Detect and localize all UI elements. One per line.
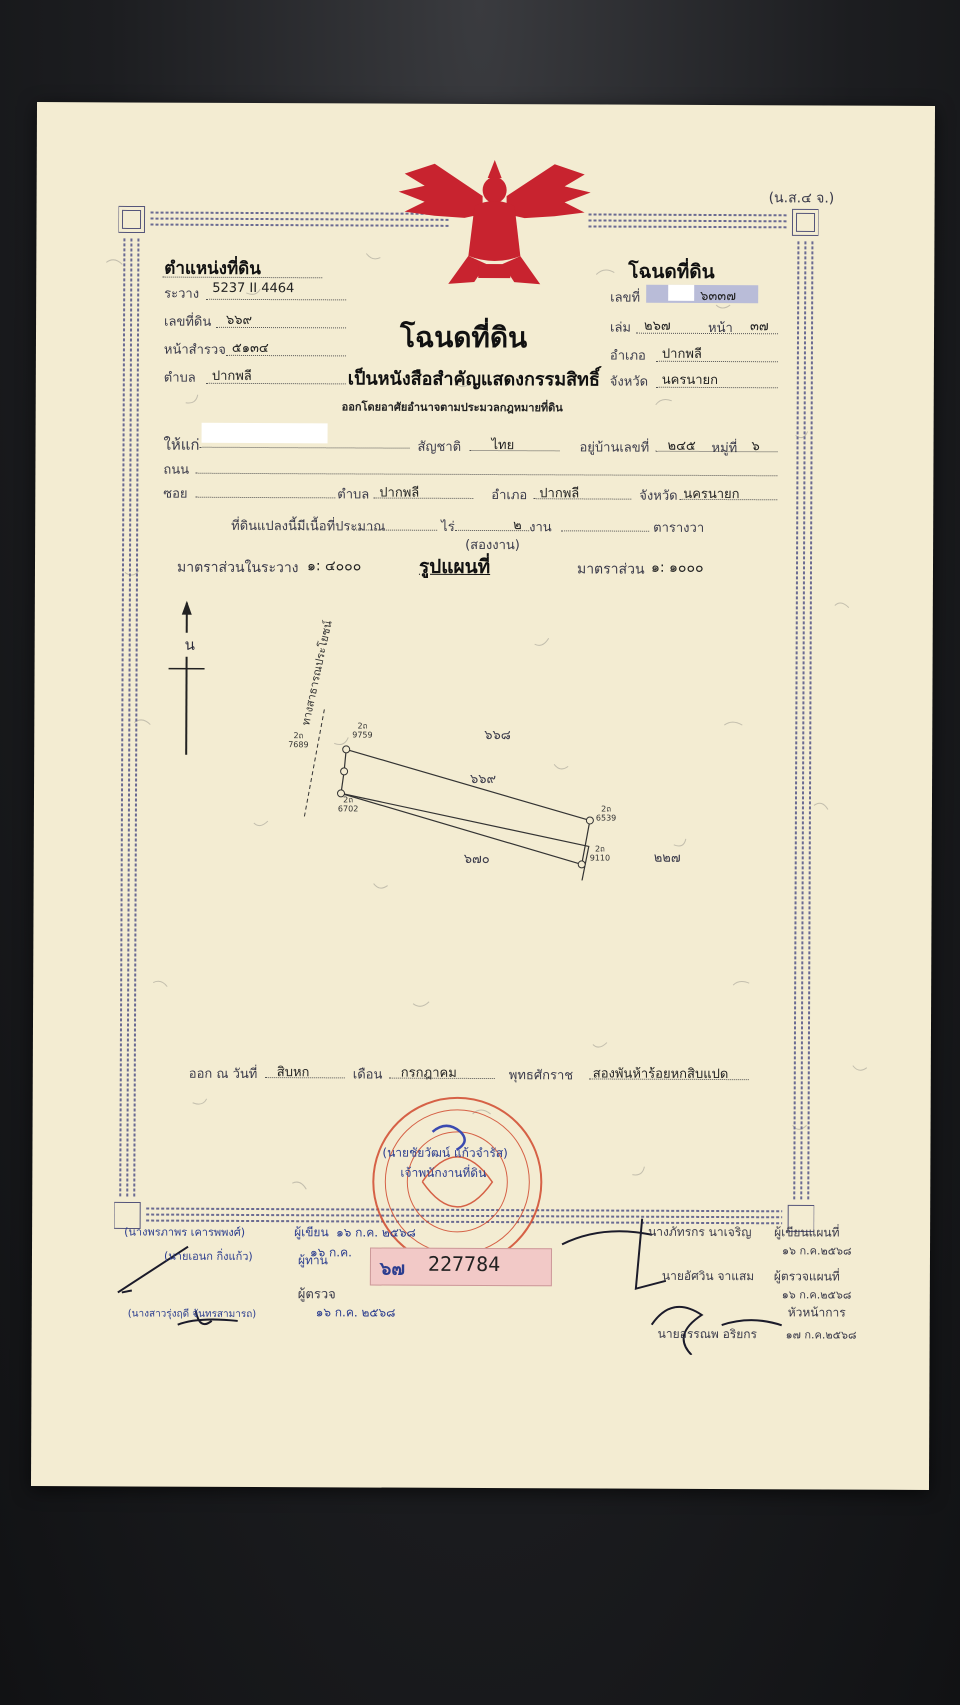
given-to-label: ให้แก่	[163, 435, 200, 454]
marker-7689: 2ถ 7689	[288, 731, 309, 750]
north-arrow-icon	[166, 599, 207, 759]
tambon-label: ตำบล	[163, 370, 196, 386]
issue-year: สองพันห้าร้อยหกสิบแปด	[592, 1066, 729, 1083]
official-name: (นายชัยวัฒน์ แก้วจำรัส)	[382, 1145, 508, 1161]
parcel-670-label: ๖๗๐	[463, 851, 490, 868]
map-checker-name: นายอัศวิน จาแสม	[661, 1268, 755, 1284]
issue-month-label: เดือน	[352, 1067, 383, 1083]
map-writer-name: นางภัทรกร นาเจริญ	[648, 1224, 752, 1240]
location-title: ตำแหน่งที่ดิน	[164, 258, 261, 280]
owner-tambon-value: ปากพลี	[379, 485, 420, 501]
rai-label: ไร่	[441, 519, 455, 535]
moo-label: หมู่ที่	[711, 440, 738, 457]
marker-9110: 2ถ 9110	[589, 844, 611, 863]
map-checker-date: ๑๖ ก.ค.๒๕๖๘	[781, 1288, 852, 1302]
parcel-668-label: ๖๖๘	[484, 728, 511, 744]
wa-label: ตารางวา	[653, 520, 705, 536]
map-checker-role: ผู้ตรวจแผนที่	[773, 1269, 840, 1284]
scale-rawang-value: ๑: ๔๐๐๐	[306, 558, 362, 575]
deed-number-label: เลขที่	[610, 290, 641, 306]
deed-main-title: โฉนดที่ดิน	[399, 320, 528, 355]
owner-name-redacted	[202, 423, 328, 444]
amphoe-label: อำเภอ	[609, 348, 646, 364]
scale-rawang-label: มาตราส่วนในระวาง	[176, 559, 299, 577]
deed-number-value: ๖๓๓๗	[700, 288, 737, 305]
title-deed-document	[31, 102, 935, 1490]
rawang-value: 5237 II 4464	[212, 280, 295, 297]
chief-date: ๑๗ ก.ค.๒๕๖๘	[785, 1328, 857, 1342]
survey-page-label: หน้าสำรวจ	[163, 342, 226, 358]
verify-label: ผู้ตรวจ	[297, 1287, 336, 1303]
marker-9759: 2ถ 9759	[352, 721, 373, 740]
house-no-label: อยู่บ้านเลขที่	[579, 440, 650, 456]
owner-amphoe-value: ปากพลี	[539, 486, 580, 502]
owner-province-label: จังหวัด	[639, 488, 678, 504]
checker-date: ๑๖ ก.ค.	[309, 1245, 353, 1260]
owner-province-value: นครนายก	[683, 486, 740, 503]
house-no-value: ๒๔๕	[667, 438, 696, 454]
marker-6539: 2ถ 6539	[595, 804, 617, 823]
chief-role: หัวหน้าการ	[787, 1305, 846, 1320]
parcel-669-label: ๖๖๙	[470, 771, 497, 788]
land-no-value: ๖๖๙	[226, 312, 253, 328]
deed-subtitle: เป็นหนังสือสำคัญแสดงกรรมสิทธิ์	[347, 368, 600, 391]
issue-date-label: ออก ณ วันที่	[188, 1066, 258, 1083]
land-no-label: เลขที่ดิน	[164, 314, 212, 330]
road-label: ถนน	[163, 462, 190, 478]
amphoe-value: ปากพลี	[661, 346, 702, 362]
tambon-value: ปากพลี	[211, 368, 252, 384]
scale-label: มาตราส่วน	[576, 561, 645, 578]
ngan-value: ๒	[513, 518, 522, 534]
soi-label: ซอย	[163, 486, 188, 502]
nationality-label: สัญชาติ	[417, 439, 462, 455]
issue-year-label: พุทธศักราช	[508, 1068, 574, 1084]
page-value: ๓๗	[750, 319, 769, 335]
owner-amphoe-label: อำเภอ	[491, 488, 528, 504]
checker-label: ผู้ทาน	[297, 1253, 328, 1268]
issued-by-text: ออกโดยอาศัยอำนาจตามประมวลกฎหมายที่ดิน	[341, 400, 563, 415]
province-value: นครนายก	[661, 372, 719, 389]
public-road-label: ทางสาธารณประโยชน์	[299, 619, 335, 727]
marker-6702: 2ถ 6702	[337, 795, 359, 814]
parcel-227-label: ๒๒๗	[653, 850, 681, 866]
ngan-label: งาน	[529, 520, 552, 536]
official-title: เจ้าพนักงานที่ดิน	[400, 1165, 487, 1181]
writer-label: ผู้เขียน	[294, 1225, 329, 1240]
map-title: รูปแผนที่	[418, 555, 491, 579]
writer-name: (นางพรภาพร เคารพพงศ์)	[124, 1225, 246, 1239]
area-words: (สองงาน)	[465, 537, 520, 554]
moo-value: ๖	[751, 439, 760, 455]
survey-page-value: ๕๑๓๔	[231, 340, 269, 357]
book-value: ๒๖๗	[644, 318, 671, 334]
province-label: จังหวัด	[609, 374, 649, 390]
book-label: เล่ม	[610, 320, 632, 336]
serial-number: 227784	[427, 1251, 501, 1277]
verifier-date: ๑๖ ก.ค. ๒๕๖๘	[315, 1305, 396, 1320]
area-intro: ที่ดินแปลงนี้มีเนื้อที่ประมาณ	[231, 518, 386, 535]
serial-prefix: ๖๗	[379, 1258, 405, 1280]
rawang-label: ระวาง	[164, 286, 200, 302]
map-writer-date: ๑๖ ก.ค.๒๕๖๘	[781, 1244, 852, 1258]
chief-name: นายอรรณพ อริยกร	[657, 1326, 758, 1342]
issue-day: สิบหก	[276, 1065, 310, 1081]
issue-month: กรกฎาคม	[400, 1065, 457, 1081]
map-writer-role: ผู้เขียนแผนที่	[774, 1225, 840, 1240]
scale-value: ๑: ๑๐๐๐	[650, 559, 704, 576]
form-code: (น.ส.๔ จ.)	[768, 190, 835, 207]
verifier-name: (นางสาวรุ่งฤดี จันทรสามารถ)	[127, 1308, 257, 1321]
garuda-emblem-icon	[394, 156, 595, 297]
north-label: น	[183, 633, 197, 657]
page-label: หน้า	[708, 320, 733, 337]
redaction-mark	[668, 285, 694, 301]
checker-name: (นายเอนก กิ่งแก้ว)	[163, 1249, 253, 1263]
nationality-value: ไทย	[491, 438, 515, 454]
owner-tambon-label: ตำบล	[337, 487, 370, 503]
writer-date: ๑๖ ก.ค. ๒๕๖๘	[336, 1225, 416, 1240]
deed-title-right: โฉนดที่ดิน	[628, 260, 715, 284]
